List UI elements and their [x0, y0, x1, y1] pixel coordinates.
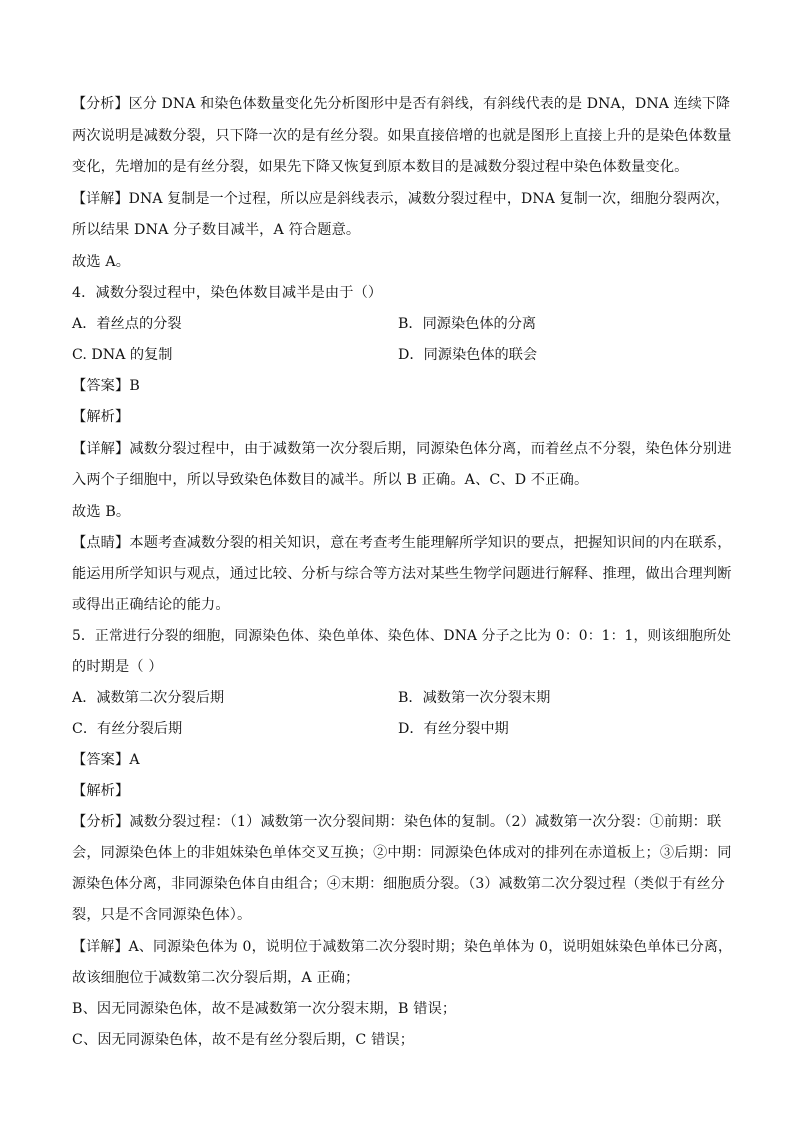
q3-conclusion: 故选 A。	[72, 254, 131, 270]
q5-detail-line-3: B、因无同源染色体，故不是减数第一次分裂末期，B 错误；	[72, 1001, 457, 1017]
q5-analysis-line-3: 源染色体分离，非同源染色体自由组合；④末期：细胞质分裂。（3）减数第二次分裂过程（类似于有丝分	[72, 876, 725, 892]
q5-analysis-heading: 【解析】	[72, 783, 130, 799]
q4-comment-line-2: 能运用所学知识与观点，通过比较、分析与综合等方法对某些生物学问题进行解释、推理，做出合理判断	[72, 566, 732, 582]
q4-option-a: A．着丝点的分裂	[72, 316, 182, 332]
q5-option-a: A．减数第二次分裂后期	[72, 690, 225, 706]
q5-stem-line-1: 5．正常进行分裂的细胞，同源染色体、染色单体、染色体、DNA 分子之比为 0：0：1：1，则该细胞所处	[72, 628, 732, 644]
q3-analysis-line-2: 两次说明是减数分裂，只下降一次的是有丝分裂。如果直接倍增的也就是图形上直接上升的是染色体数量	[72, 128, 732, 144]
q5-answer: 【答案】A	[72, 752, 140, 768]
q4-stem: 4．减数分裂过程中，染色体数目减半是由于（）	[72, 285, 383, 301]
q4-option-b: B．同源染色体的分离	[398, 316, 537, 332]
q4-comment-line-3: 或得出正确结论的能力。	[72, 597, 230, 613]
q3-detail-line-1: 【详解】DNA 复制是一个过程，所以应是斜线表示，减数分裂过程中，DNA 复制一次，细胞分裂两次，	[72, 191, 730, 207]
q5-analysis-line-4: 裂，只是不含同源染色体）。	[72, 907, 252, 923]
q4-detail-line-1: 【详解】减数分裂过程中，由于减数第一次分裂后期，同源染色体分离，而着丝点不分裂，染色体分别进	[72, 441, 732, 457]
q5-detail-line-4: C、因无同源染色体，故不是有丝分裂后期，C 错误；	[72, 1032, 415, 1048]
q4-detail-line-2: 入两个子细胞中，所以导致染色体数目的减半。所以 B 正确。A、C、D 不正确。	[72, 472, 589, 488]
q5-detail-line-2: 故该细胞位于减数第二次分裂后期，A 正确；	[72, 970, 360, 986]
q4-conclusion: 故选 B。	[72, 504, 131, 520]
q4-option-d: D．同源染色体的联会	[398, 347, 538, 363]
q3-detail-line-2: 所以结果 DNA 分子数目减半，A 符合题意。	[72, 222, 361, 238]
q5-option-b: B．减数第一次分裂末期	[398, 690, 551, 706]
q3-analysis-line-1: 【分析】区分 DNA 和染色体数量变化先分析图形中是否有斜线，有斜线代表的是 DNA，DNA 连续下降	[72, 96, 731, 112]
q5-stem-line-2: 的时期是（ ）	[72, 659, 163, 675]
q3-analysis-line-3: 变化，先增加的是有丝分裂，如果先下降又恢复到原本数目的是减数分裂过程中染色体数量变化。	[72, 159, 689, 175]
q4-analysis-heading: 【解析】	[72, 409, 130, 425]
q4-comment-line-1: 【点睛】本题考查减数分裂的相关知识，意在考查考生能理解所学知识的要点，把握知识间的内在联系，	[72, 535, 732, 551]
q5-detail-line-1: 【详解】A、同源染色体为 0，说明位于减数第二次分裂时期；染色单体为 0，说明姐妹染色单体已分离，	[72, 939, 733, 955]
q4-option-c: C. DNA 的复制	[72, 347, 173, 363]
q5-option-c: C．有丝分裂后期	[72, 721, 183, 737]
q5-analysis-line-2: 会，同源染色体上的非姐妹染色单体交叉互换；②中期：同源染色体成对的排列在赤道板上；③后期：同	[72, 845, 732, 861]
q5-analysis-line-1: 【分析】减数分裂过程：（1）减数第一次分裂间期：染色体的复制。（2）减数第一次分裂：①前期：联	[72, 814, 722, 830]
q4-answer: 【答案】B	[72, 378, 140, 394]
q5-option-d: D．有丝分裂中期	[398, 721, 509, 737]
